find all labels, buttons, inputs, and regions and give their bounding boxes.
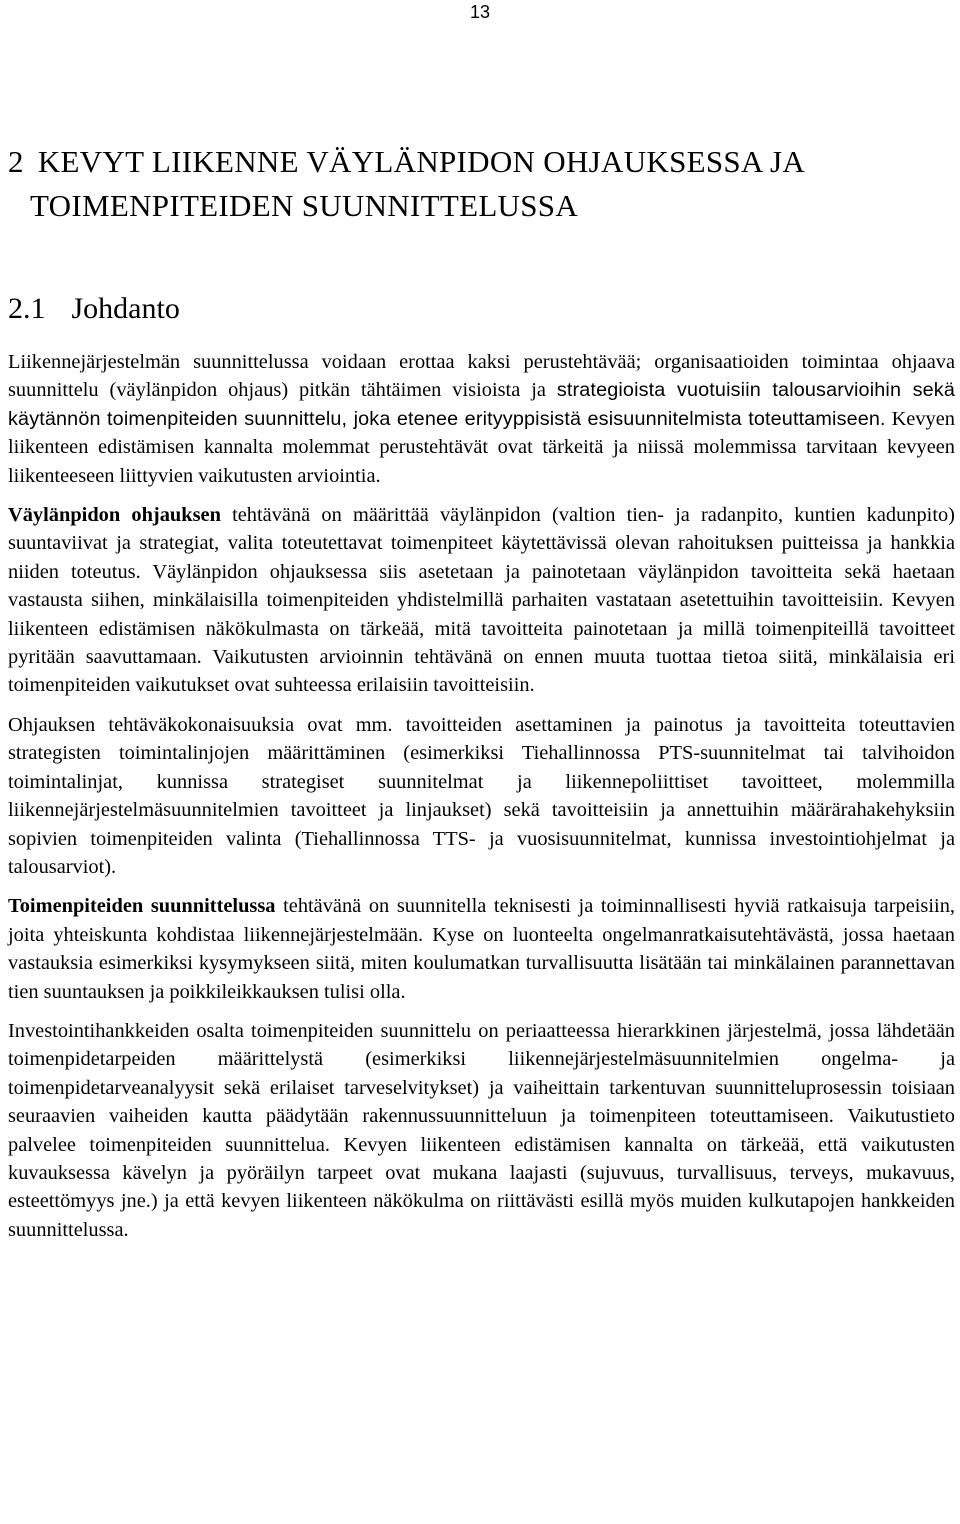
paragraph-intro-rest: Kevyen liikenteen edistämisen kannalta molemmat perustehtävät ovat tärkeitä ja niissä molemmissa tarvitaan kevyeen liikenteeseen liittyvien vaikutusten arviointia. (8, 407, 955, 487)
page-number: 13 (469, 2, 491, 22)
section-title: Johdanto (71, 292, 180, 325)
paragraph-intro-serif: Liikennejärjestelmän suunnittelussa voidaan erottaa kaksi perustehtävää; organisaatioiden toimintaa ohjaava suunnittelu (väylänpidon ohjaus) pitkän tähtäimen visioista ja (8, 351, 955, 402)
paragraph-ohjaus (8, 501, 955, 700)
paragraph-investointihankkeet: Investointihankkeiden osalta toimenpiteiden suunnittelu on periaatteessa hierarkkinen järjestelmä, jossa lähdetään toimenpidetarpeiden määrittelystä (esimerkiksi liikennejärjestelmäsuunnitelmien ongelma- ja toimenpidetarveanalyysit sekä erilaiset tarveselvitykset) ja vaiheittain tarkentuvan suunnitteluprosessin toisiaan seuraavien vaiheiden kautta päädytään rakennussuunnitteluun ja toimenpiteen toteuttamiseen. Vaikutustieto palvelee toimenpiteiden suunnittelua. Kevyen liikenteen edistämisen kannalta on tärkeää, että vaikutusten kuvauksessa kävelyn ja pyöräilyn tarpeet ovat mukana laajasti (sujuvuus, turvallisuus, terveys, mukavuus, esteettömyys jne.) ja että kevyen liikenteen näkökulma on riittävästi esillä myös muiden kulkutapojen hankkeiden suunnittelussa. (8, 1019, 955, 1241)
paragraph-tehtavakokonaisuudet: Ohjauksen tehtäväkokonaisuuksia ovat mm. tavoitteiden asettaminen ja painotus ja tavoitteita toteuttavien strategisten toimintalinjojen määrittäminen (esimerkiksi Tiehallinnossa PTS-suunnitelmat tai talvihoidon toimintalinjat, kunnissa strategiset suunnitelmat ja liikennepoliittiset tavoitteet, molemmilla liikennejärjestelmäsuunnitelmien tavoitteet ja linjaukset) sekä tavoitteisiin ja annettuihin määrärahakehyksiin sopivien toimenpiteiden valinta (Tiehallinnossa TTS- ja vuosisuunnitelmat, kunnissa investointiohjelmat ja talousarviot). (8, 713, 955, 878)
section-number: 2.1 (8, 292, 46, 325)
term-vaylanpidon-ohjaus: Väylänpidon ohjauksen (8, 504, 221, 527)
paragraph-toimenpiteiden-suunnittelu (8, 892, 955, 1006)
paragraph-ohjaus-text: tehtävänä on määrittää väylänpidon (valtion tien- ja radanpito, kuntien kadunpito) suuntaviivat ja strategiat, valita toteutettavat toimenpiteet käytettävissä olevan rahoituksen puitteissa ja hankkia niiden toteutus. Väylänpidon ohjauksessa siis asetetaan ja painotetaan väylänpidon tavoitteita sekä haetaan vastausta siihen, minkälaisilla toimenpiteiden yhdistelmillä parhaiten vastataan asetettuihin tavoitteisiin. Kevyen liikenteen edistämisen näkökulmasta on tärkeää, mitä tavoitteita painotetaan ja millä toimenpiteillä tavoitteet pyritään saavuttamaan. Vaikutusten arvioinnin tehtävänä on ennen muuta tuottaa tietoa siitä, minkälaisia eri toimenpiteiden vaikutukset ovat suhteessa erilaisiin tavoitteisiin. (8, 504, 955, 697)
paragraph-intro-sans: strategioista vuotuisiin talousarvioihin sekä käytännön toimenpiteiden suunnittelu, joka etenee erityyppisistä esisuunnitelmista toteuttamiseen. (8, 379, 955, 430)
paragraph-toimenpiteiden-suunnittelu-text: tehtävänä on suunnitella teknisesti ja toiminnallisesti hyviä ratkaisuja tarpeisiin, joita yhteiskunta kohdistaa liikennejärjestelmään. Kyse on luonteelta ongelmanratkaisutehtävästä, jossa haetaan vastauksia esimerkiksi kysymykseen siitä, miten koulumatkan turvallisuutta lisätään tai minkälainen parannettavan tien suuntauksen ja poikkileikkauksen tulisi olla. (8, 895, 955, 1003)
chapter-number: 2 (8, 144, 24, 179)
body-text (8, 348, 955, 1255)
term-toimenpiteiden-suunnittelu: Toimenpiteiden suunnittelussa (8, 895, 276, 918)
section-heading (8, 291, 180, 327)
paragraph-intro (8, 348, 955, 490)
chapter-heading (8, 140, 956, 228)
chapter-title-line1: KEVYT LIIKENNE VÄYLÄNPIDON OHJAUKSESSA JA (37, 144, 806, 179)
chapter-title-line2: TOIMENPITEIDEN SUUNNITTELUSSA (30, 188, 579, 223)
